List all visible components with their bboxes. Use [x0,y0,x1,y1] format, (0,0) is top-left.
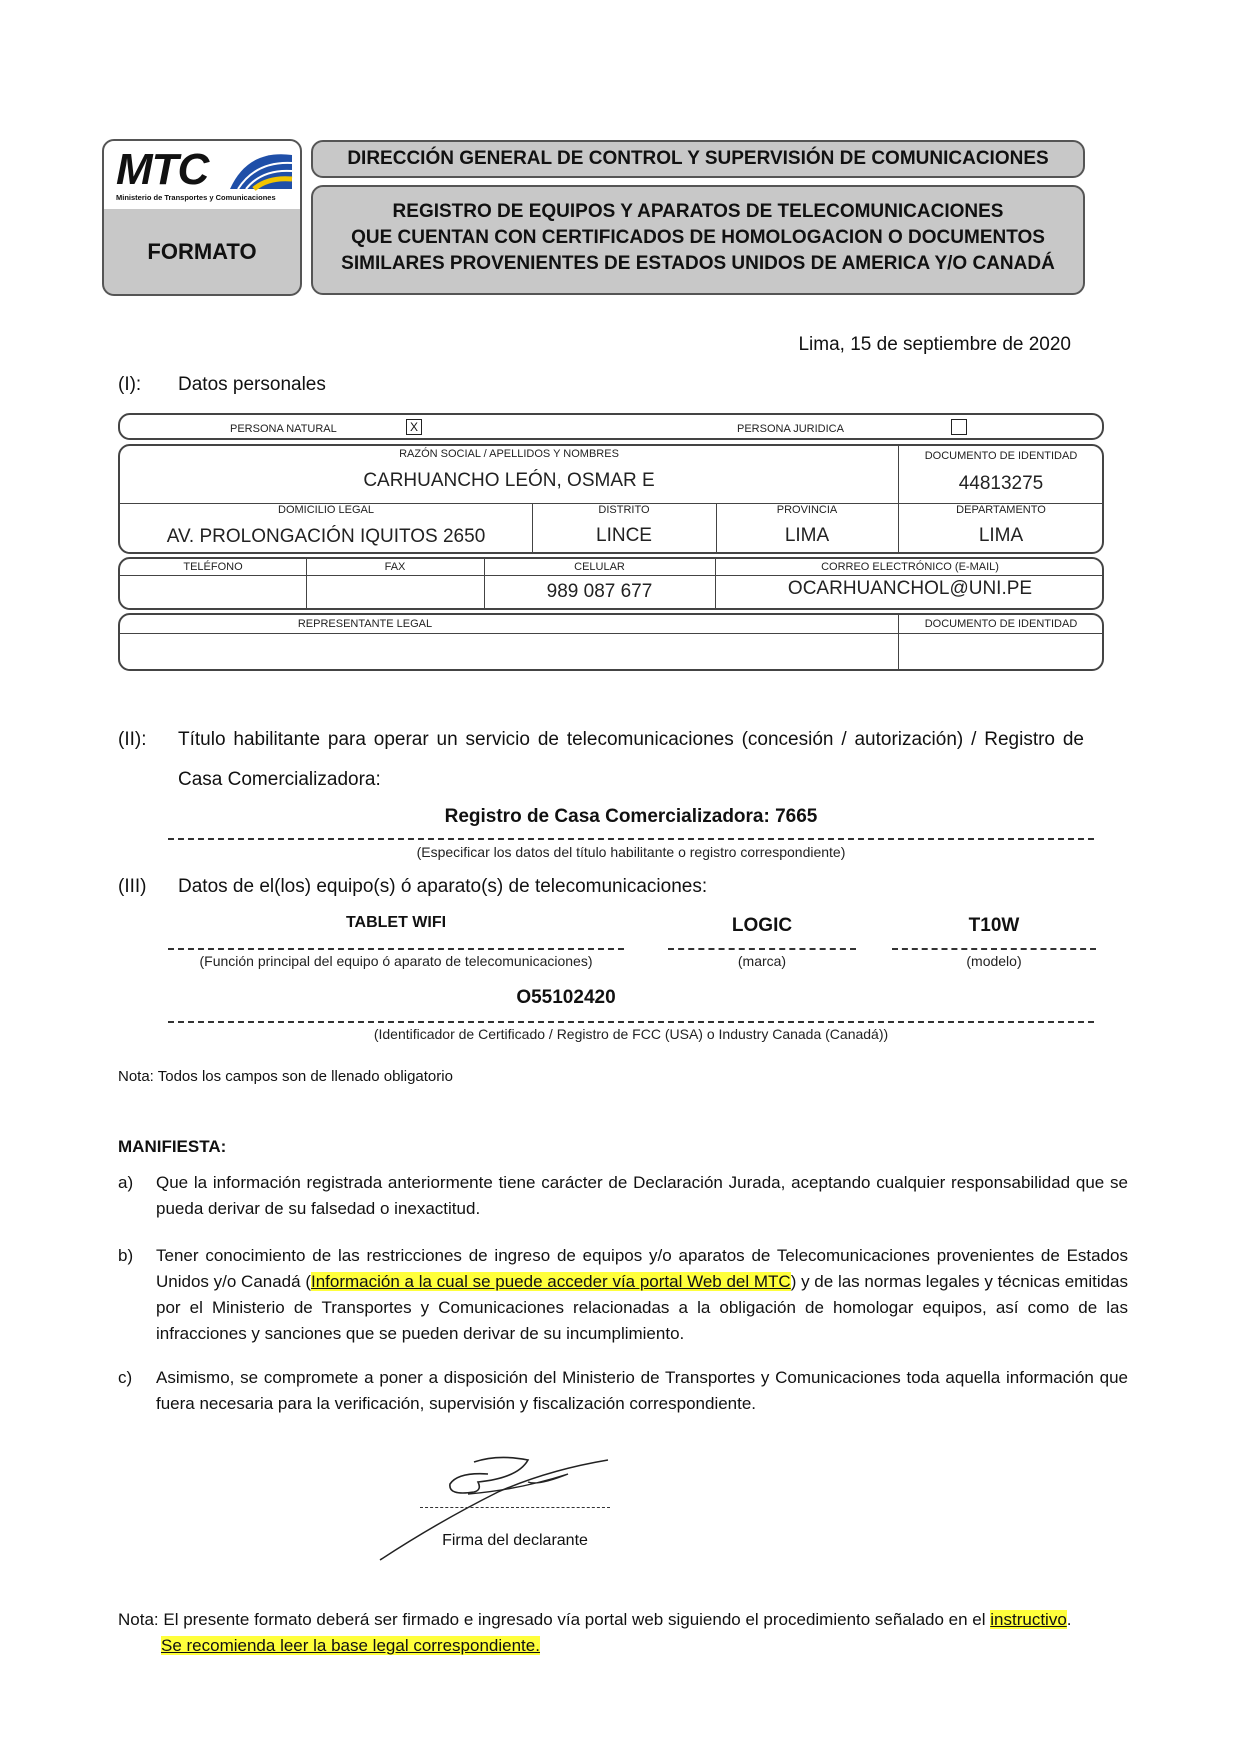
signature-line [420,1507,610,1508]
section2-number: (II): [118,729,147,750]
logo-wave-icon [228,149,294,191]
section2-title-line2: Casa Comercializadora: [178,769,381,790]
form-title-line2: QUE CUENTAN CON CERTIFICADOS DE HOMOLOGACION O DOCUMENTOS [351,227,1045,248]
model-caption: (modelo) [966,953,1022,969]
direction-title: DIRECCIÓN GENERAL DE CONTROL Y SUPERVISIÓN DE COMUNICACIONES [347,148,1049,169]
persona-juridica-checkbox[interactable] [951,419,967,435]
mtc-portal-link[interactable]: Información a la cual se puede acceder vía portal Web del MTC [310,1272,791,1291]
celular-label: CELULAR [574,561,625,573]
mtc-logo-block [102,139,302,296]
cert-value[interactable]: O55102420 [516,987,616,1008]
section1-number: (I): [118,374,142,395]
form-title-line3: SIMILARES PROVENIENTES DE ESTADOS UNIDOS DE AMERICA Y/O CANADÁ [341,253,1055,274]
departamento-value[interactable]: LIMA [978,525,1024,546]
provincia-value[interactable]: LIMA [784,525,830,546]
distrito-label: DISTRITO [598,504,650,516]
persona-juridica-label: PERSONA JURIDICA [737,423,844,435]
correo-value[interactable]: OCARHUANCHOL@UNI.PE [787,578,1033,599]
domicilio-label: DOMICILIO LEGAL [278,504,374,516]
section2-caption: (Especificar los datos del título habilitante o registro correspondiente) [416,844,846,860]
manifiesta-title: MANIFIESTA: [118,1137,227,1156]
function-value[interactable]: TABLET WIFI [345,914,447,931]
item-b-paragraph [156,1243,1128,1347]
legal-base-link[interactable]: Se recomienda leer la base legal correspondiente. [161,1636,540,1655]
function-caption: (Función principal del equipo ó aparato de telecomunicaciones) [199,953,593,969]
note-required: Nota: Todos los campos son de llenado obligatorio [118,1068,453,1085]
cert-line [168,1021,1094,1023]
persona-row [118,413,1104,440]
provincia-label: PROVINCIA [776,504,838,516]
section3-title: Datos de el(los) equipo(s) ó aparato(s) de telecomunicaciones: [178,876,708,897]
formato-label: FORMATO [102,209,302,296]
representante-block [118,613,1104,671]
model-line [892,948,1096,950]
item-b-letter: b) [118,1246,134,1265]
signature-label: Firma del declarante [442,1532,588,1549]
item-a-letter: a) [118,1173,134,1192]
divider [120,633,1102,634]
section1-title: Datos personales [178,374,326,395]
correo-label: CORREO ELECTRÓNICO (E-MAIL) [821,561,999,573]
distrito-value[interactable]: LINCE [596,525,652,546]
date-line: Lima, 15 de septiembre de 2020 [798,334,1071,355]
footer-note-text: Nota: El presente formato deberá ser firmado e ingresado vía portal web siguiendo el procedimiento señalado en el [118,1610,991,1629]
item-c-letter: c) [118,1368,133,1387]
function-line [168,948,624,950]
divider [120,575,1102,576]
departamento-label: DEPARTAMENTO [956,504,1046,516]
rep-doc-label: DOCUMENTO DE IDENTIDAD [924,618,1078,630]
persona-natural-label: PERSONA NATURAL [230,423,337,435]
section2-line [168,838,1094,840]
domicilio-value[interactable]: AV. PROLONGACIÓN IQUITOS 2650 [166,526,486,547]
direction-title-box [311,140,1085,178]
item-a-text: Que la información registrada anteriormente tiene carácter de Declaración Jurada, aceptando cualquier responsabilidad que se pueda derivar de su falsedad o inexactitud. [156,1173,1128,1218]
footer-note [118,1610,1072,1630]
section3-number: (III) [118,876,147,897]
persona-natural-checkbox[interactable]: X [406,419,422,435]
section2-value[interactable]: Registro de Casa Comercializadora: 7665 [444,806,818,827]
razon-social-label: RAZÓN SOCIAL / APELLIDOS Y NOMBRES [399,448,619,460]
doc-identidad-value[interactable]: 44813275 [958,473,1044,494]
contact-block [118,557,1104,610]
representante-label: REPRESENTANTE LEGAL [297,618,433,630]
fax-label: FAX [384,561,406,573]
item-c-text: Asimismo, se compromete a poner a disposición del Ministerio de Transportes y Comunicaciones toda aquella información que fuera necesaria para la verificación, supervisión y fiscalización correspondiente. [156,1368,1128,1413]
model-value[interactable]: T10W [968,915,1020,936]
item-b-text-post: ) y de las normas legales y técnicas emitidas por el Ministerio de Transportes y Comunicaciones relacionadas a la obligación de homologar equipos, así como de las infracciones y sanciones que se pueden derivar de su incumplimiento. [156,1272,1129,1343]
razon-domicilio-block [118,444,1104,554]
brand-line [668,948,856,950]
telefono-label: TELÉFONO [183,561,243,573]
form-title-line1: REGISTRO DE EQUIPOS Y APARATOS DE TELECOMUNICACIONES [392,201,1004,222]
doc-identidad-label: DOCUMENTO DE IDENTIDAD [924,450,1078,462]
cert-caption: (Identificador de Certificado / Registro de FCC (USA) o Industry Canada (Canadá)) [373,1026,889,1042]
razon-social-value[interactable]: CARHUANCHO LEÓN, OSMAR E [363,470,655,491]
legal-base-line [161,1636,540,1656]
celular-value[interactable]: 989 087 677 [546,581,653,602]
logo-subtitle: Ministerio de Transportes y Comunicaciones [116,193,276,202]
brand-caption: (marca) [737,953,787,969]
mtc-logo [102,139,302,211]
footer-note-end: . [1066,1610,1072,1629]
section2-title-line1: Título habilitante para operar un servicio de telecomunicaciones (concesión / autorización) / Registro de [178,729,1084,750]
item-b-text-pre: Tener conocimiento de las restricciones de ingreso de equipos y/o aparatos de Telecomunicaciones provenientes de Estados Unidos y/o Canadá ( [156,1246,1128,1291]
instructivo-link[interactable]: instructivo [990,1610,1067,1629]
logo-text: MTC [116,145,209,194]
brand-value[interactable]: LOGIC [731,915,793,936]
form-title-box [311,185,1085,295]
